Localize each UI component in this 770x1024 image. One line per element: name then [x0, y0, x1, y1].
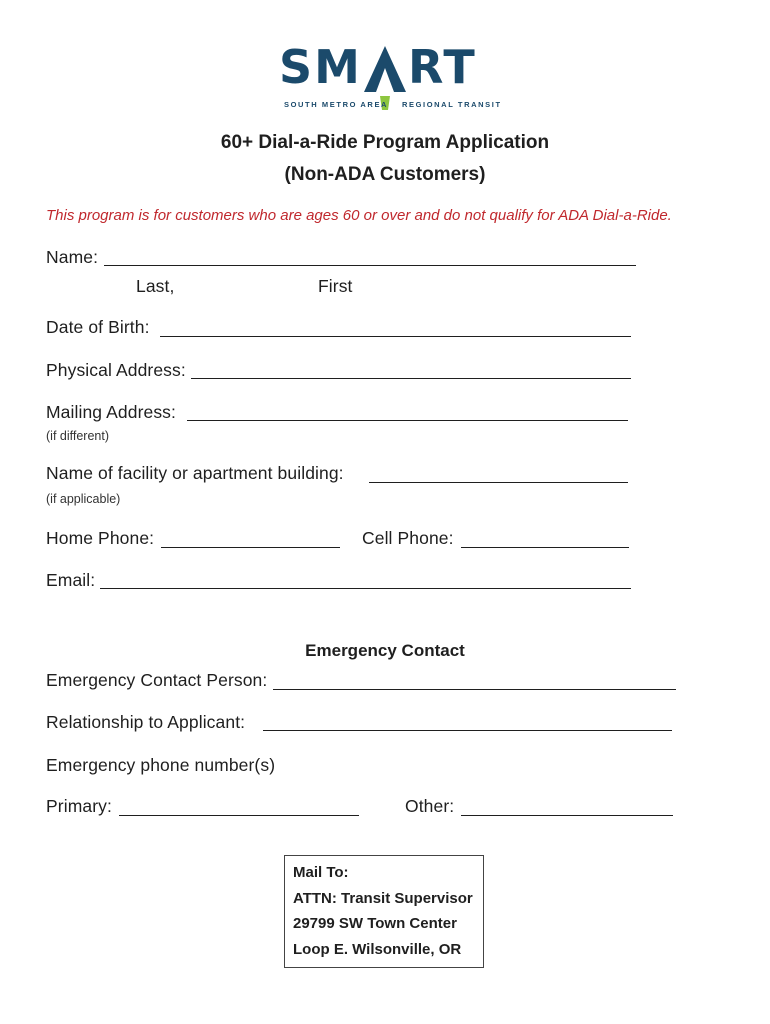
facility-label: Name of facility or apartment building: [46, 463, 344, 483]
primary-phone-input-line[interactable] [119, 815, 359, 816]
mail-to-attn: ATTN: Transit Supervisor [293, 890, 473, 907]
mail-to-street: 29799 SW Town Center [293, 915, 457, 932]
page-subtitle: (Non-ADA Customers) [284, 164, 486, 185]
emergency-person-input-line[interactable] [273, 689, 676, 690]
physical-address-label: Physical Address: [46, 360, 186, 380]
logo-sub-left: SOUTH METRO AREA [284, 100, 389, 109]
name-label: Name: [46, 247, 99, 267]
name-input-line[interactable] [104, 265, 636, 266]
dob-label: Date of Birth: [46, 317, 150, 337]
emergency-phones-label: Emergency phone number(s) [46, 755, 276, 775]
logo-word-right: RT [408, 40, 477, 94]
mailing-address-note: (if different) [46, 429, 109, 443]
other-phone-input-line[interactable] [461, 815, 673, 816]
mail-to-heading: Mail To: [293, 864, 349, 881]
email-label: Email: [46, 570, 96, 590]
mail-to-box [284, 855, 484, 968]
facility-note: (if applicable) [46, 492, 121, 506]
page-title: 60+ Dial-a-Ride Program Application [220, 132, 550, 153]
cell-phone-input-line[interactable] [461, 547, 629, 548]
emergency-person-label: Emergency Contact Person: [46, 670, 268, 690]
name-first-hint: First [318, 276, 353, 296]
logo-word-left: SM [279, 40, 362, 94]
name-last-hint: Last, [136, 276, 175, 296]
mail-to-city: Loop E. Wilsonville, OR [293, 941, 462, 958]
mailing-address-input-line[interactable] [187, 420, 628, 421]
home-phone-label: Home Phone: [46, 528, 155, 548]
relationship-label: Relationship to Applicant: [46, 712, 246, 732]
home-phone-input-line[interactable] [161, 547, 340, 548]
mailing-address-label: Mailing Address: [46, 402, 176, 422]
other-phone-label: Other: [405, 796, 455, 816]
physical-address-input-line[interactable] [191, 378, 631, 379]
cell-phone-label: Cell Phone: [362, 528, 454, 548]
dob-input-line[interactable] [160, 336, 631, 337]
facility-input-line[interactable] [369, 482, 628, 483]
primary-phone-label: Primary: [46, 796, 112, 816]
email-input-line[interactable] [100, 588, 631, 589]
eligibility-notice: This program is for customers who are ages 60 or over and do not qualify for ADA Dial-a-Ride. [46, 207, 672, 224]
relationship-input-line[interactable] [263, 730, 672, 731]
logo-sub-right: REGIONAL TRANSIT [402, 100, 502, 109]
emergency-heading: Emergency Contact [305, 641, 465, 660]
